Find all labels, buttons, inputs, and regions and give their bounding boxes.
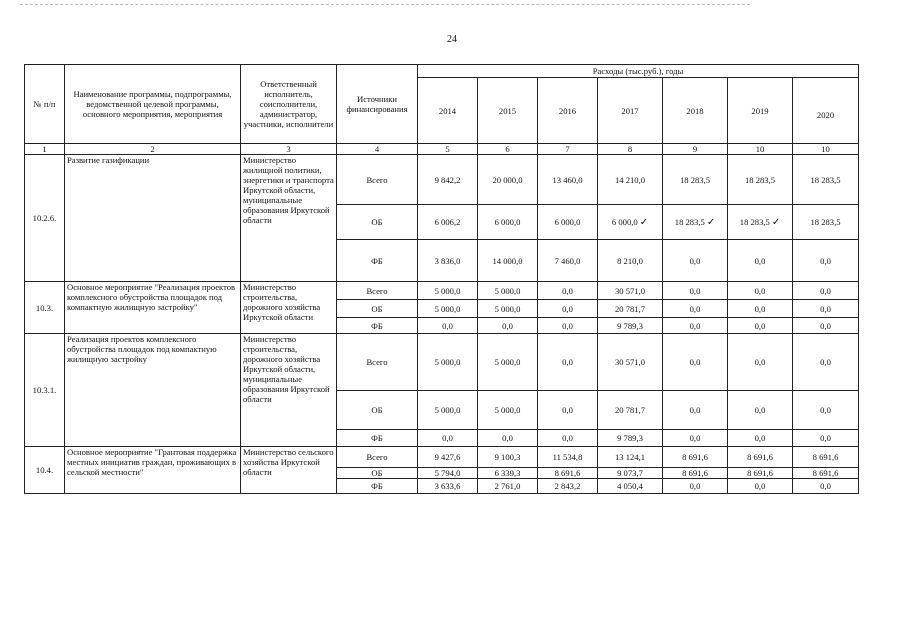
amount-cell: [793, 240, 859, 282]
amount-value: 5 000,0: [494, 405, 521, 415]
funding-source: Всего: [337, 334, 418, 391]
amount-cell: [598, 240, 663, 282]
amount-cell: [538, 334, 598, 391]
amount-value: 0,0: [820, 405, 831, 415]
amount-cell: [663, 447, 728, 468]
amount-cell: [478, 391, 538, 430]
amount-cell: [793, 155, 859, 205]
amount-cell: [728, 205, 793, 240]
amount-cell: [793, 479, 859, 494]
amount-cell: [598, 282, 663, 300]
column-number: 3: [241, 144, 337, 155]
amount-value: 8 691,6: [682, 452, 708, 462]
table-row: [25, 282, 859, 300]
amount-value: 7 460,0: [554, 255, 581, 266]
row-name: Развитие газификации: [65, 155, 241, 282]
amount-value: 30 571,0: [614, 357, 646, 367]
table-row: [25, 155, 859, 205]
amount-cell: [663, 430, 728, 447]
amount-cell: [663, 318, 728, 334]
amount-cell: [538, 468, 598, 479]
amount-value: 0,0: [754, 285, 766, 296]
amount-cell: [793, 205, 859, 240]
amount-cell: [728, 240, 793, 282]
amount-value: 0,0: [689, 303, 701, 314]
amount-value: 18 283,5: [679, 174, 711, 185]
amount-value: 5 000,0: [434, 285, 461, 296]
amount-value: 0,0: [754, 357, 766, 367]
amount-cell: [418, 205, 478, 240]
amount-value: 0,0: [754, 320, 766, 331]
amount-cell: [598, 334, 663, 391]
amount-value: 0,0: [502, 320, 513, 331]
amount-value: 11 534,8: [552, 452, 583, 462]
row-code: 10.3.1.: [25, 334, 65, 447]
amount-value: 0,0: [689, 481, 701, 491]
header-num: № п/п: [25, 65, 65, 144]
header-year: 2019: [728, 78, 793, 144]
row-responsible: Министерство строительства, дорожного хозяйства Иркутской области, муниципальные образования Иркутской области: [241, 334, 337, 447]
amount-cell: [538, 391, 598, 430]
column-number: 2: [65, 144, 241, 155]
amount-cell: [538, 430, 598, 447]
amount-value: 0,0: [562, 433, 573, 443]
amount-value: 0,0: [820, 481, 831, 491]
amount-value: 0,0: [562, 320, 573, 331]
amount-cell: [478, 155, 538, 205]
amount-cell: [598, 205, 663, 240]
amount-value: 0,0: [689, 433, 701, 443]
amount-value: 0,0: [754, 405, 766, 415]
funding-source: Всего: [337, 155, 418, 205]
amount-value: 20 000,0: [492, 174, 523, 185]
amount-value: 6 000,0: [554, 217, 581, 227]
amount-cell: [418, 447, 478, 468]
amount-value: 0,0: [820, 255, 831, 266]
amount-value: 8 210,0: [617, 255, 643, 266]
amount-cell: [728, 300, 793, 318]
amount-value: 3 836,0: [434, 255, 461, 266]
amount-value: 0,0: [689, 320, 701, 331]
amount-value: 5 000,0: [494, 303, 521, 314]
amount-value: 0,0: [754, 433, 766, 443]
amount-value: 8 691,6: [747, 468, 773, 478]
amount-value: 5 000,0: [494, 285, 521, 296]
amount-cell: [478, 334, 538, 391]
amount-value: 18 283,5: [739, 216, 770, 227]
amount-cell: [793, 391, 859, 430]
checkmark-icon: ✓: [706, 216, 716, 228]
header-year: 2015: [478, 78, 538, 144]
amount-cell: [663, 479, 728, 494]
amount-cell: [418, 430, 478, 447]
row-code: 10.3.: [25, 282, 65, 334]
amount-value: 0,0: [562, 405, 573, 415]
amount-value: 9 789,3: [617, 320, 643, 331]
amount-cell: [478, 300, 538, 318]
page-number: 24: [447, 34, 457, 45]
amount-value: 0,0: [689, 405, 701, 415]
amount-value: 5 000,0: [434, 303, 461, 314]
amount-cell: [598, 447, 663, 468]
amount-cell: [418, 468, 478, 479]
amount-value: 6 339,3: [494, 468, 521, 478]
funding-source: ОБ: [337, 468, 418, 479]
amount-value: 9 842,2: [434, 174, 461, 185]
amount-cell: [478, 318, 538, 334]
amount-cell: [418, 318, 478, 334]
amount-cell: [538, 282, 598, 300]
amount-value: 0,0: [754, 303, 766, 314]
column-number: 10: [728, 144, 793, 155]
amount-cell: [538, 447, 598, 468]
header-year: 2014: [418, 78, 478, 144]
column-number: 5: [418, 144, 478, 155]
column-number: 4: [337, 144, 418, 155]
amount-value: 0,0: [820, 285, 831, 296]
amount-cell: [598, 155, 663, 205]
column-number: 8: [598, 144, 663, 155]
amount-value: 0,0: [562, 357, 573, 367]
amount-value: 6 000,0: [494, 217, 521, 227]
amount-value: 18 283,5: [744, 174, 776, 185]
amount-cell: [663, 240, 728, 282]
amount-value: 0,0: [754, 481, 766, 491]
amount-cell: [418, 479, 478, 494]
amount-cell: [793, 300, 859, 318]
amount-cell: [478, 468, 538, 479]
amount-value: 9 789,3: [617, 433, 643, 443]
amount-value: 30 571,0: [614, 285, 646, 296]
amount-value: 0,0: [689, 285, 701, 296]
amount-cell: [418, 282, 478, 300]
header-year: 2018: [663, 78, 728, 144]
amount-value: 9 100,3: [494, 452, 521, 462]
amount-value: 14 000,0: [492, 255, 523, 266]
amount-cell: [663, 468, 728, 479]
amount-value: 5 000,0: [434, 357, 461, 367]
amount-cell: [418, 240, 478, 282]
funding-source: Всего: [337, 447, 418, 468]
amount-value: 2 843,2: [554, 481, 581, 491]
amount-value: 5 000,0: [494, 357, 521, 367]
header-expenses: Расходы (тыс.руб.), годы: [418, 65, 859, 78]
row-name: Основное мероприятие "Грантовая поддержка местных инициатив граждан, проживающих в сельской местности": [65, 447, 241, 494]
funding-source: ФБ: [337, 240, 418, 282]
amount-cell: [793, 447, 859, 468]
amount-cell: [663, 300, 728, 318]
amount-value: 0,0: [820, 433, 831, 443]
amount-value: 8 691,6: [747, 452, 773, 462]
amount-value: 0,0: [820, 320, 831, 331]
amount-cell: [418, 300, 478, 318]
amount-cell: [538, 479, 598, 494]
amount-cell: [728, 479, 793, 494]
amount-cell: [478, 430, 538, 447]
amount-value: 8 691,6: [812, 452, 839, 462]
amount-value: 13 124,1: [614, 452, 646, 462]
amount-cell: [478, 282, 538, 300]
checkmark-icon: ✓: [639, 216, 649, 228]
amount-cell: [478, 447, 538, 468]
amount-value: 8 691,6: [812, 468, 839, 478]
column-number: 10: [793, 144, 859, 155]
amount-cell: [663, 282, 728, 300]
amount-cell: [418, 155, 478, 205]
amount-value: 5 794,0: [434, 468, 461, 478]
amount-cell: [598, 479, 663, 494]
funding-source: ОБ: [337, 205, 418, 240]
funding-source: ФБ: [337, 430, 418, 447]
row-code: 10.4.: [25, 447, 65, 494]
amount-cell: [728, 334, 793, 391]
amount-cell: [728, 155, 793, 205]
amount-cell: [728, 318, 793, 334]
amount-value: 0,0: [562, 303, 573, 314]
funding-source: ОБ: [337, 300, 418, 318]
amount-value: 2 761,0: [494, 481, 521, 491]
amount-cell: [598, 468, 663, 479]
amount-cell: [793, 282, 859, 300]
column-number: 7: [538, 144, 598, 155]
amount-value: 4 050,4: [617, 481, 643, 491]
table-row: [25, 334, 859, 391]
amount-cell: [598, 391, 663, 430]
amount-cell: [728, 468, 793, 479]
amount-value: 0,0: [820, 357, 831, 367]
column-number: 1: [25, 144, 65, 155]
amount-cell: [663, 334, 728, 391]
amount-value: 9 073,7: [617, 468, 643, 478]
amount-value: 13 460,0: [552, 174, 583, 185]
amount-value: 0,0: [442, 320, 453, 331]
column-number: 9: [663, 144, 728, 155]
amount-value: 8 691,6: [682, 468, 708, 478]
amount-cell: [663, 391, 728, 430]
amount-cell: [538, 240, 598, 282]
amount-cell: [538, 205, 598, 240]
amount-cell: [598, 430, 663, 447]
amount-value: 8 691,6: [554, 468, 581, 478]
amount-cell: [598, 300, 663, 318]
table-row: [25, 447, 859, 468]
row-code: 10.2.6.: [25, 155, 65, 282]
header-year: 2017: [598, 78, 663, 144]
row-responsible: Министерство жилищной политики, энергетики и транспорта Иркутской области, муниципальные образования Иркутской области: [241, 155, 337, 282]
amount-cell: [538, 300, 598, 318]
column-number: 6: [478, 144, 538, 155]
amount-value: 0,0: [442, 433, 453, 443]
checkmark-icon: ✓: [771, 216, 781, 228]
financing-table: [24, 64, 859, 494]
amount-cell: [418, 391, 478, 430]
amount-cell: [728, 447, 793, 468]
header-year: 2016: [538, 78, 598, 144]
amount-cell: [793, 334, 859, 391]
amount-value: 0,0: [689, 255, 701, 266]
amount-value: 6 006,2: [434, 217, 461, 227]
amount-value: 20 781,7: [614, 405, 646, 415]
amount-cell: [538, 318, 598, 334]
amount-value: 5 000,0: [434, 405, 461, 415]
funding-source: ФБ: [337, 318, 418, 334]
amount-value: 0,0: [562, 285, 573, 296]
amount-value: 18 283,5: [810, 217, 841, 227]
amount-value: 0,0: [689, 357, 701, 367]
funding-source: Всего: [337, 282, 418, 300]
row-responsible: Министерство строительства, дорожного хозяйства Иркутской области: [241, 282, 337, 334]
header-name: Наименование программы, подпрограммы, ведомственной целевой программы, основного мероприятия, мероприятия: [65, 65, 241, 144]
amount-cell: [598, 318, 663, 334]
amount-cell: [663, 205, 728, 240]
amount-cell: [478, 479, 538, 494]
amount-value: 0,0: [754, 255, 766, 266]
amount-value: 0,0: [502, 433, 513, 443]
amount-cell: [728, 430, 793, 447]
amount-cell: [728, 282, 793, 300]
amount-cell: [793, 468, 859, 479]
amount-value: 18 283,5: [674, 216, 705, 227]
header-sources: Источники финансирования: [337, 65, 418, 144]
funding-source: ОБ: [337, 391, 418, 430]
amount-cell: [418, 334, 478, 391]
amount-cell: [728, 391, 793, 430]
amount-value: 9 427,6: [434, 452, 461, 462]
amount-value: 18 283,5: [810, 174, 841, 185]
amount-cell: [478, 205, 538, 240]
row-name: Основное мероприятие "Реализация проектов комплексного обустройства площадок под компактную жилищную застройку": [65, 282, 241, 334]
scan-top-edge: [20, 4, 750, 5]
header-year: 2020: [793, 78, 859, 144]
amount-value: 20 781,7: [614, 303, 646, 314]
amount-cell: [793, 430, 859, 447]
amount-value: 6 000,0: [611, 216, 638, 227]
amount-value: 3 633,6: [434, 481, 461, 491]
funding-source: ФБ: [337, 479, 418, 494]
amount-cell: [538, 155, 598, 205]
amount-value: 0,0: [820, 303, 831, 314]
header-responsible: Ответственный исполнитель, соисполнители, администратор, участники, исполнители: [241, 65, 337, 144]
row-responsible: Министерство сельского хозяйства Иркутской области: [241, 447, 337, 494]
amount-cell: [663, 155, 728, 205]
row-name: Реализация проектов комплексного обустройства площадок под компактную жилищную застройку: [65, 334, 241, 447]
amount-value: 14 210,0: [614, 174, 646, 185]
amount-cell: [478, 240, 538, 282]
amount-cell: [793, 318, 859, 334]
